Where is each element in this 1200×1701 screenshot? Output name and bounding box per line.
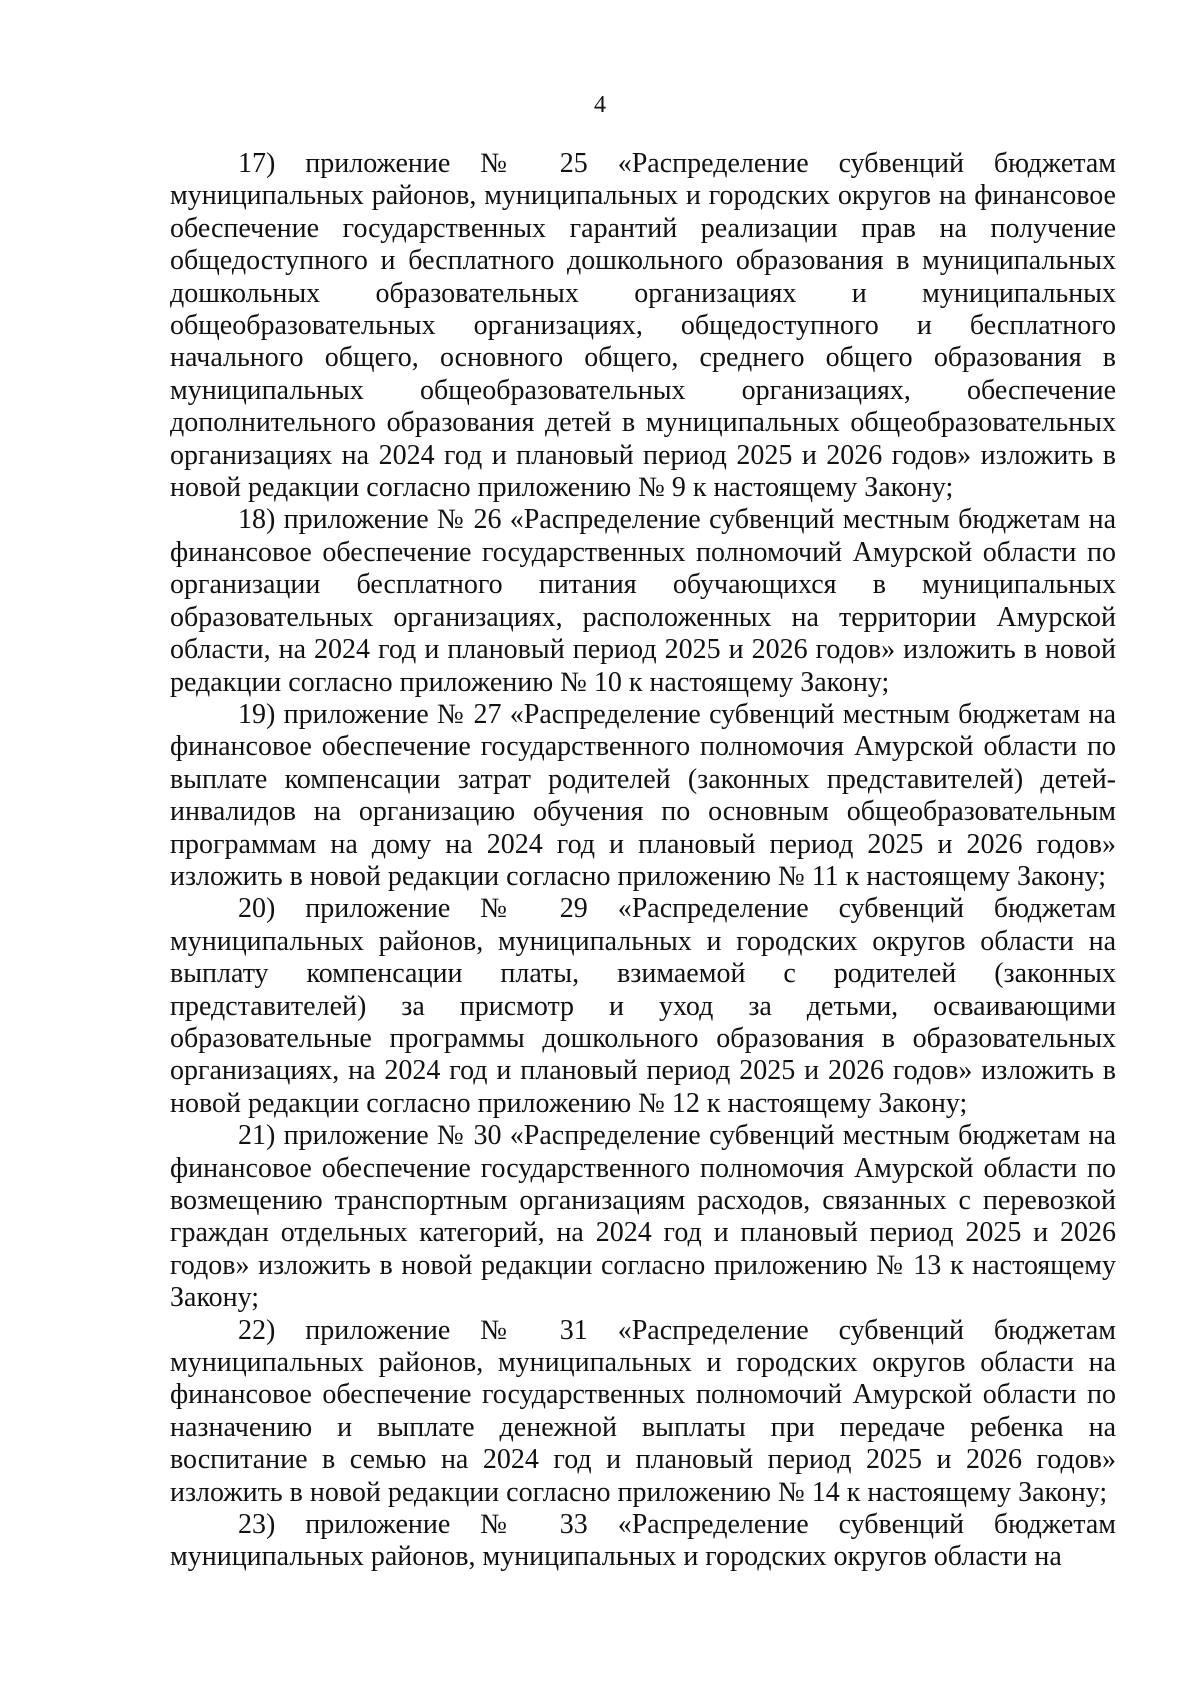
paragraph-item-19: 19) приложение № 27 «Распределение субвенций местным бюджетам на финансовое обеспечение государственного полномочия Амурской области по выплате компенсации затрат родителей (законных представителей) детей-инвалидов на организацию обучения по основным общеобразовательным программам на дому на 2024 год и плановый период 2025 и 2026 годов» изложить в новой редакции согласно приложению № 11 к настоящему Закону; [170, 698, 1116, 892]
paragraph-item-23: 23) приложение № 33 «Распределение субвенций бюджетам муниципальных районов, муниципальных и городских округов области на [170, 1509, 1116, 1573]
page-number: 4 [594, 92, 606, 118]
paragraph-item-20: 20) приложение № 29 «Распределение субвенций бюджетам муниципальных районов, муниципальных и городских округов области на выплату компенсации платы, взимаемой с родителей (законных представителей) за присмотр и уход за детьми, осваивающими образовательные программы дошкольного образования в образовательных организациях, на 2024 год и плановый период 2025 и 2026 годов» изложить в новой редакции согласно приложению № 12 к настоящему Закону; [170, 893, 1116, 1119]
paragraph-item-22: 22) приложение № 31 «Распределение субвенций бюджетам муниципальных районов, муниципальных и городских округов области на финансовое обеспечение государственных полномочий Амурской области по назначению и выплате денежной выплаты при передаче ребенка на воспитание в семью на 2024 год и плановый период 2025 и 2026 годов» изложить в новой редакции согласно приложению № 14 к настоящему Закону; [170, 1314, 1116, 1508]
paragraph-item-21: 21) приложение № 30 «Распределение субвенций местным бюджетам на финансовое обеспечение государственного полномочия Амурской области по возмещению транспортным организациям расходов, связанных с перевозкой граждан отдельных категорий, на 2024 год и плановый период 2025 и 2026 годов» изложить в новой редакции согласно приложению № 13 к настоящему Закону; [170, 1120, 1116, 1314]
document-body [170, 148, 1116, 1574]
paragraph-item-18: 18) приложение № 26 «Распределение субвенций местным бюджетам на финансовое обеспечение государственных полномочий Амурской области по организации бесплатного питания обучающихся в муниципальных образовательных организациях, расположенных на территории Амурской области, на 2024 год и плановый период 2025 и 2026 годов» изложить в новой редакции согласно приложению № 10 к настоящему Закону; [170, 504, 1116, 698]
paragraph-item-17: 17) приложение № 25 «Распределение субвенций бюджетам муниципальных районов, муниципальных и городских округов на финансовое обеспечение государственных гарантий реализации прав на получение общедоступного и бесплатного дошкольного образования в муниципальных дошкольных образовательных организациях и муниципальных общеобразовательных организациях, общедоступного и бесплатного начального общего, основного общего, среднего общего образования в муниципальных общеобразовательных организациях, обеспечение дополнительного образования детей в муниципальных общеобразовательных организациях на 2024 год и плановый период 2025 и 2026 годов» изложить в новой редакции согласно приложению № 9 к настоящему Закону; [170, 148, 1116, 504]
